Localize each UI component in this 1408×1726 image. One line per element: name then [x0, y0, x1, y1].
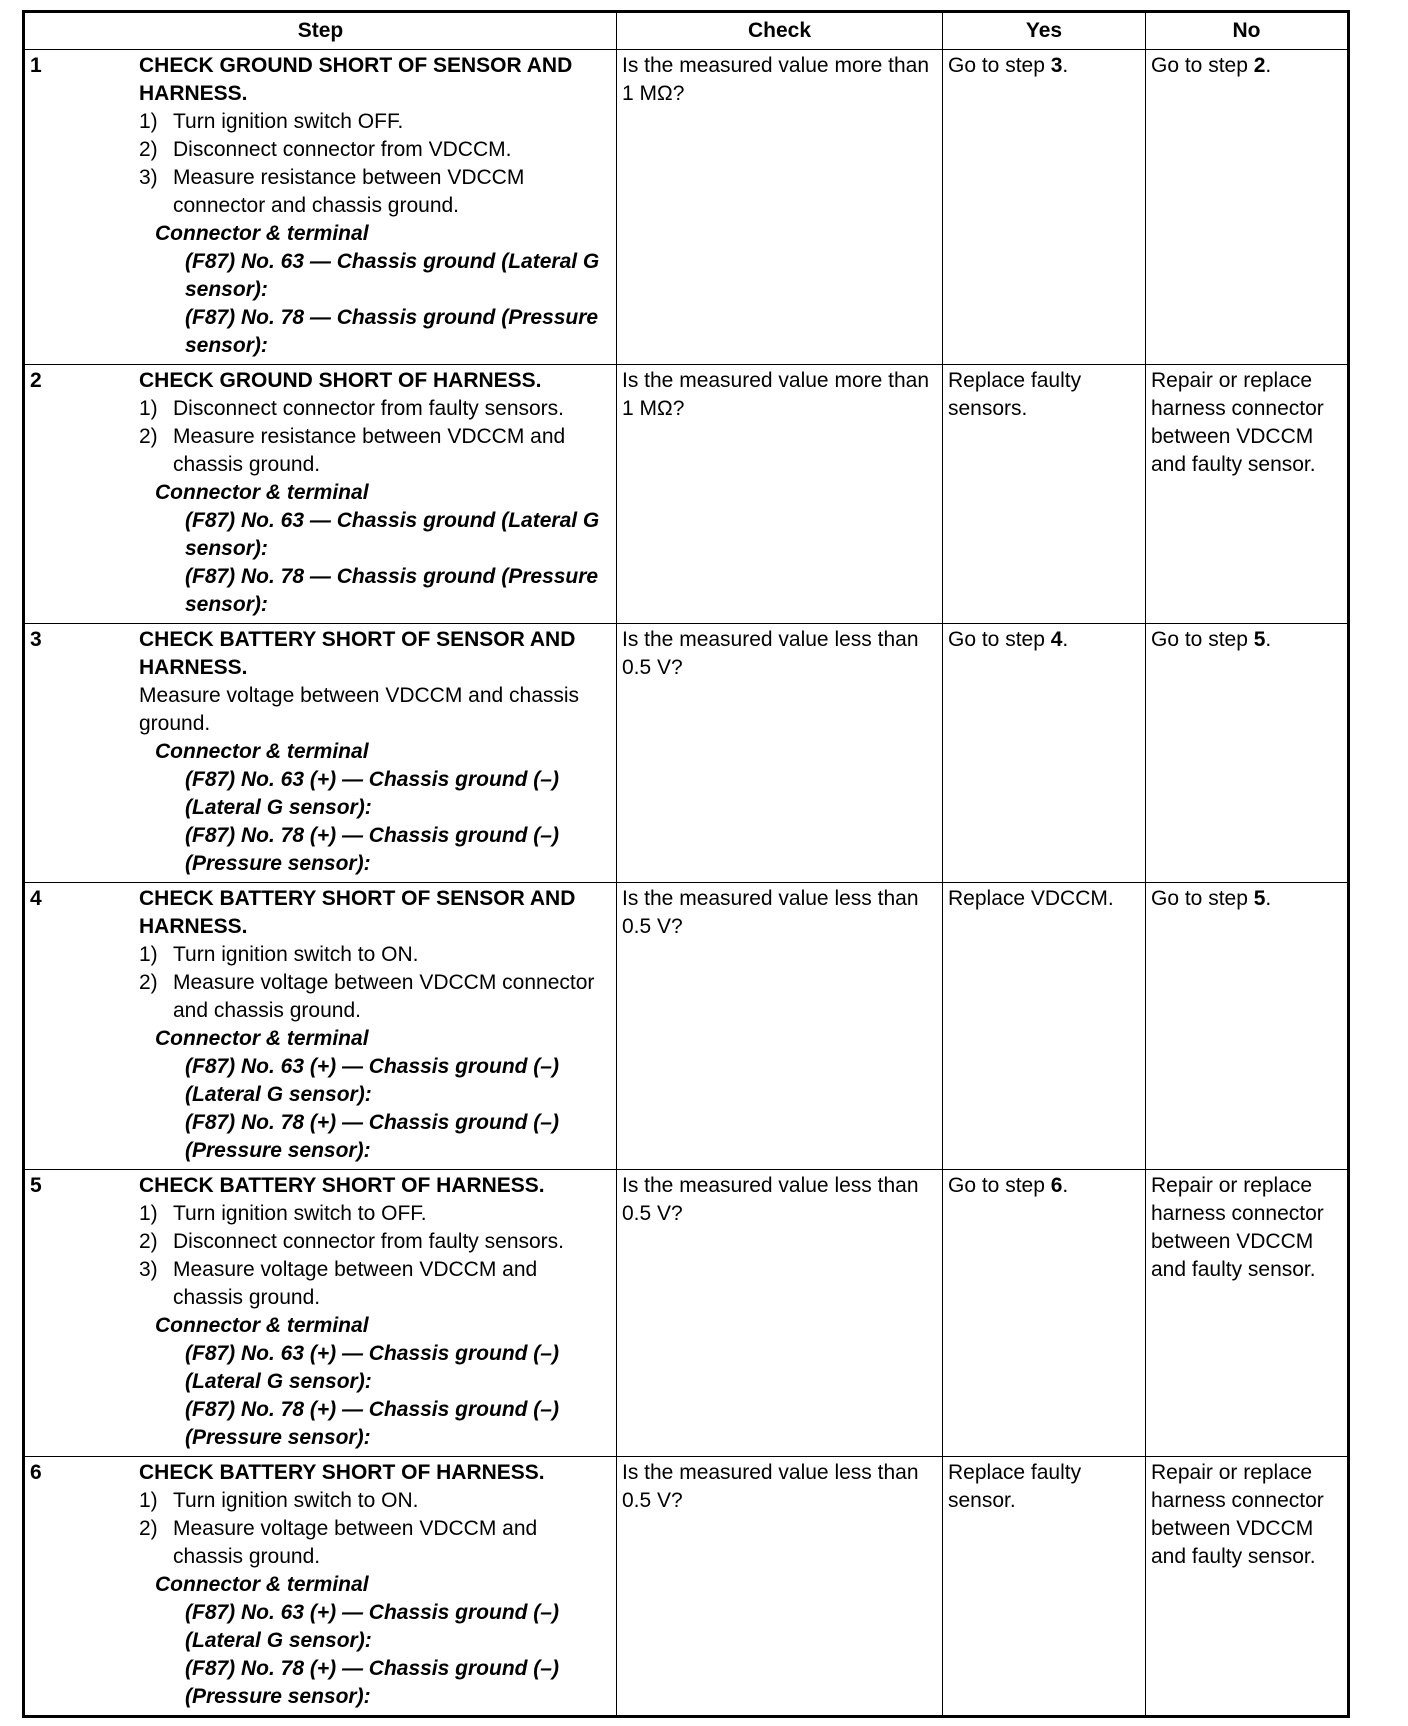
terminal-spec: (F87) No. 63 (+) — Chassis ground (–) (Lateral G sensor):: [185, 1601, 559, 1652]
terminal-spec: (F87) No. 63 — Chassis ground (Lateral G sensor):: [185, 250, 600, 301]
procedure-number: 1): [139, 1489, 158, 1512]
procedure-number: 2): [139, 1230, 158, 1253]
no-step-ref: 2: [1253, 54, 1266, 77]
check-cell: Is the measured value less than 0.5 V?: [617, 1170, 943, 1457]
step-body: [139, 885, 611, 1165]
step-number: 2: [30, 369, 42, 392]
procedure-item: [139, 1200, 611, 1228]
step-content: [30, 1172, 611, 1452]
step-cell: [24, 624, 617, 883]
connector-label: Connector & terminal: [155, 481, 369, 504]
terminal-spec: (F87) No. 78 (+) — Chassis ground (–) (Pressure sensor):: [185, 824, 559, 875]
yes-step-ref: 6: [1050, 1174, 1063, 1197]
step-content: [30, 626, 611, 878]
procedure-text: Turn ignition switch to ON.: [173, 943, 419, 966]
procedure-number: 2): [139, 138, 158, 161]
procedure-item: [139, 969, 611, 1025]
procedure-item: [139, 941, 611, 969]
no-text: Repair or replace harness connector between VDCCM and faulty sensor.: [1151, 1174, 1324, 1281]
step-title: CHECK GROUND SHORT OF SENSOR AND HARNESS.: [139, 54, 573, 105]
step-body: [139, 367, 611, 619]
procedure-text: Measure voltage between VDCCM connector and chassis ground.: [173, 971, 595, 1022]
procedure-text: Turn ignition switch to ON.: [173, 1489, 419, 1512]
step-title: CHECK BATTERY SHORT OF HARNESS.: [139, 1174, 545, 1197]
procedure-number: 1): [139, 943, 158, 966]
step-number: 5: [30, 1174, 42, 1197]
step-number: 3: [30, 628, 42, 651]
terminal-spec: (F87) No. 78 (+) — Chassis ground (–) (Pressure sensor):: [185, 1398, 559, 1449]
table-row: [24, 1170, 1349, 1457]
step-number: 6: [30, 1461, 42, 1484]
step-cell: [24, 1170, 617, 1457]
table-row: [24, 50, 1349, 365]
terminal-spec: (F87) No. 63 — Chassis ground (Lateral G sensor):: [185, 509, 600, 560]
step-body: [139, 1459, 611, 1711]
procedure-item: [139, 108, 611, 136]
procedure-number: 2): [139, 971, 158, 994]
step-body: [139, 52, 611, 360]
check-cell: Is the measured value more than 1 MΩ?: [617, 365, 943, 624]
procedure-item: [139, 1487, 611, 1515]
header-yes: Yes: [943, 12, 1146, 50]
procedure-item: [139, 423, 611, 479]
procedure-number: 3): [139, 1258, 158, 1281]
procedure-text: Disconnect connector from faulty sensors.: [173, 1230, 565, 1253]
header-row: [24, 12, 1349, 50]
terminal-spec: (F87) No. 63 (+) — Chassis ground (–) (Lateral G sensor):: [185, 768, 559, 819]
yes-suffix: .: [1062, 54, 1069, 77]
yes-text: Replace faulty sensor.: [948, 1461, 1082, 1512]
no-text: Repair or replace harness connector between VDCCM and faulty sensor.: [1151, 1461, 1324, 1568]
procedure-item: [139, 395, 611, 423]
step-title: CHECK BATTERY SHORT OF SENSOR AND HARNESS.: [139, 887, 576, 938]
procedure-number: 1): [139, 397, 158, 420]
step-title: CHECK BATTERY SHORT OF SENSOR AND HARNESS.: [139, 628, 576, 679]
header-no: No: [1146, 12, 1349, 50]
connector-label: Connector & terminal: [155, 1027, 369, 1050]
procedure-text: Turn ignition switch to OFF.: [173, 1202, 427, 1225]
step-content: [30, 367, 611, 619]
procedure-item: [139, 1256, 611, 1312]
procedure-number: 2): [139, 425, 158, 448]
procedure-item: [139, 1515, 611, 1571]
no-cell: [1146, 365, 1349, 624]
table-row: [24, 365, 1349, 624]
connector-label: Connector & terminal: [155, 740, 369, 763]
procedure-text: Measure resistance between VDCCM connector and chassis ground.: [173, 166, 525, 217]
check-cell: Is the measured value less than 0.5 V?: [617, 1457, 943, 1717]
terminal-spec: (F87) No. 78 (+) — Chassis ground (–) (Pressure sensor):: [185, 1111, 559, 1162]
check-cell: Is the measured value less than 0.5 V?: [617, 883, 943, 1170]
no-suffix: .: [1265, 628, 1272, 651]
step-content: [30, 1459, 611, 1711]
yes-text: Go to step: [948, 54, 1051, 77]
yes-cell: [943, 624, 1146, 883]
procedure-item: [139, 1228, 611, 1256]
diagnostic-table: [22, 10, 1350, 1718]
step-title: CHECK GROUND SHORT OF HARNESS.: [139, 369, 542, 392]
no-cell: [1146, 624, 1349, 883]
step-cell: [24, 50, 617, 365]
check-cell: Is the measured value less than 0.5 V?: [617, 624, 943, 883]
step-title: CHECK BATTERY SHORT OF HARNESS.: [139, 1461, 545, 1484]
step-content: [30, 52, 611, 360]
connector-label: Connector & terminal: [155, 1314, 369, 1337]
no-text: Go to step: [1151, 628, 1254, 651]
terminal-spec: (F87) No. 78 — Chassis ground (Pressure sensor):: [185, 565, 599, 616]
procedure-text: Measure voltage between VDCCM and chassis ground.: [173, 1258, 538, 1309]
yes-step-ref: 3: [1050, 54, 1063, 77]
terminal-spec: (F87) No. 78 (+) — Chassis ground (–) (Pressure sensor):: [185, 1657, 559, 1708]
procedure-item: [139, 164, 611, 220]
yes-step-ref: 4: [1050, 628, 1063, 651]
step-cell: [24, 883, 617, 1170]
procedure-number: 1): [139, 1202, 158, 1225]
procedure-text: Disconnect connector from faulty sensors.: [173, 397, 565, 420]
step-body: [139, 626, 611, 878]
header-step: Step: [24, 12, 617, 50]
no-cell: [1146, 883, 1349, 1170]
procedure-text: Measure resistance between VDCCM and chassis ground.: [173, 425, 566, 476]
yes-text: Go to step: [948, 628, 1051, 651]
step-cell: [24, 365, 617, 624]
step-intro: Measure voltage between VDCCM and chassis ground.: [139, 684, 580, 735]
procedure-number: 2): [139, 1517, 158, 1540]
procedure-number: 1): [139, 110, 158, 133]
procedure-text: Disconnect connector from VDCCM.: [173, 138, 512, 161]
step-number: 4: [30, 887, 42, 910]
table-body: [24, 50, 1349, 1717]
yes-cell: [943, 1170, 1146, 1457]
no-cell: [1146, 1170, 1349, 1457]
yes-cell: [943, 1457, 1146, 1717]
terminal-spec: (F87) No. 63 (+) — Chassis ground (–) (Lateral G sensor):: [185, 1342, 559, 1393]
yes-suffix: .: [1062, 1174, 1069, 1197]
table-row: [24, 624, 1349, 883]
no-suffix: .: [1265, 887, 1272, 910]
connector-label: Connector & terminal: [155, 1573, 369, 1596]
header-check: Check: [617, 12, 943, 50]
yes-cell: [943, 50, 1146, 365]
yes-suffix: .: [1062, 628, 1069, 651]
table-row: [24, 883, 1349, 1170]
terminal-spec: (F87) No. 78 — Chassis ground (Pressure sensor):: [185, 306, 599, 357]
procedure-item: [139, 136, 611, 164]
step-cell: [24, 1457, 617, 1717]
terminal-spec: (F87) No. 63 (+) — Chassis ground (–) (Lateral G sensor):: [185, 1055, 559, 1106]
no-cell: [1146, 1457, 1349, 1717]
yes-text: Go to step: [948, 1174, 1051, 1197]
no-step-ref: 5: [1253, 887, 1266, 910]
table-row: [24, 1457, 1349, 1717]
yes-cell: [943, 883, 1146, 1170]
step-number: 1: [30, 54, 42, 77]
procedure-text: Measure voltage between VDCCM and chassis ground.: [173, 1517, 538, 1568]
yes-text: Replace faulty sensors.: [948, 369, 1082, 420]
step-content: [30, 885, 611, 1165]
no-suffix: .: [1265, 54, 1272, 77]
yes-cell: [943, 365, 1146, 624]
no-cell: [1146, 50, 1349, 365]
procedure-text: Turn ignition switch OFF.: [173, 110, 404, 133]
procedure-number: 3): [139, 166, 158, 189]
no-text: Go to step: [1151, 54, 1254, 77]
check-cell: Is the measured value more than 1 MΩ?: [617, 50, 943, 365]
no-text: Repair or replace harness connector between VDCCM and faulty sensor.: [1151, 369, 1324, 476]
yes-text: Replace VDCCM.: [948, 887, 1114, 910]
no-text: Go to step: [1151, 887, 1254, 910]
connector-label: Connector & terminal: [155, 222, 369, 245]
step-body: [139, 1172, 611, 1452]
no-step-ref: 5: [1253, 628, 1266, 651]
